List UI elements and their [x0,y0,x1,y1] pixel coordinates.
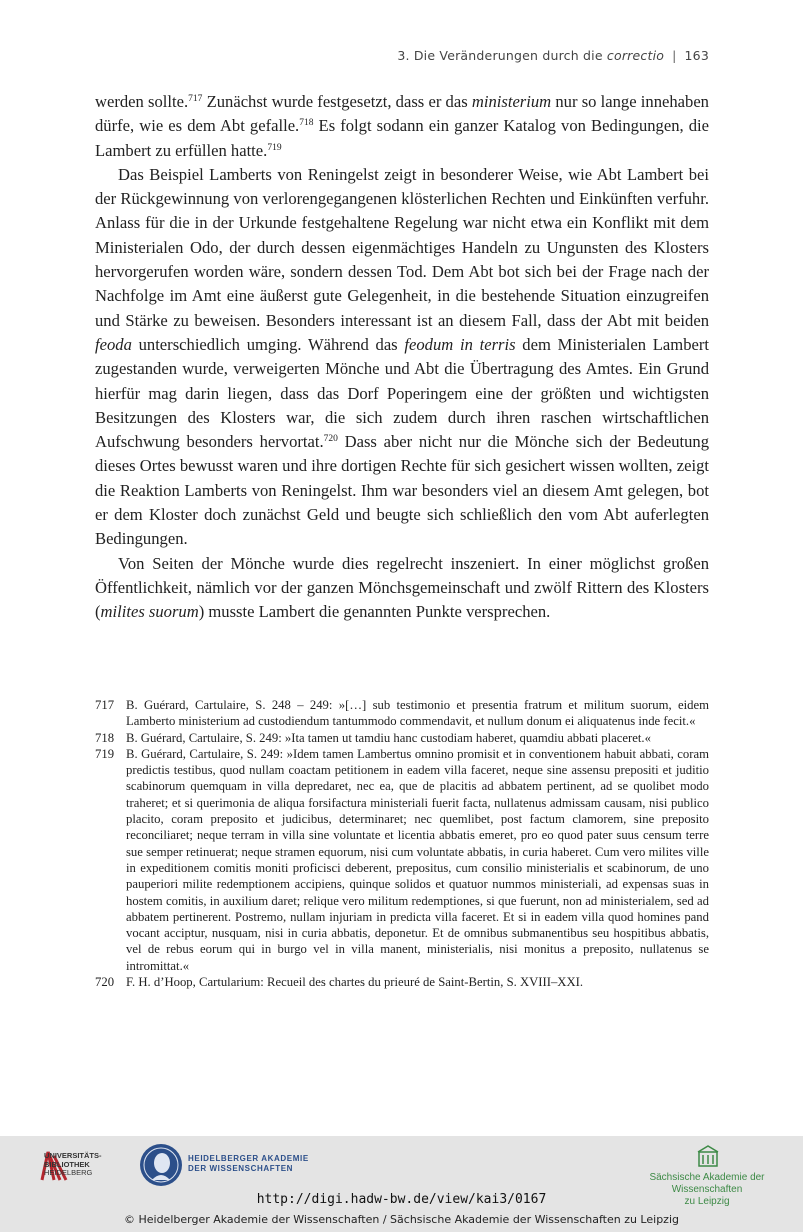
hadw-text[interactable] [188,1154,309,1174]
chapter-title: 3. Die Veränderungen durch die [397,48,603,63]
footnote-text: B. Guérard, Cartulaire, S. 248 – 249: »[…] sub testimonio et presentia fratrum et militum suorum, eidem Lamberto ministerium ad custodiendum tantummodo commendavit, et nullum donum ei aliquatenus inde fecit.« [126,698,709,729]
italic-term: ministerium [471,92,552,111]
ub-line-2: BIBLIOTHEK [44,1159,90,1169]
footnote-720 [95,974,709,990]
running-head [397,48,709,63]
text-run: ) musste Lambert die genannten Punkte versprechen. [198,602,551,622]
saxon-line-2: zu Leipzig [684,1196,730,1207]
footnote-ref-719: 719 [267,142,282,153]
copyright-notice: © Heidelberger Akademie der Wissenschaften / Sächsische Akademie der Wissenschaften zu Leipzig [123,1213,679,1226]
italic-term: milites suorum [100,602,199,622]
footnote-717 [95,697,709,730]
footnote-number: 720 [95,975,115,990]
text-run: werden sollte. [95,92,189,111]
text-run: Es folgt sodann ein ganzer Katalog von Bedingungen, die Lambert zu erfüllen hatte. [95,116,710,160]
permalink-url[interactable]: http://digi.hadw-bw.de/view/kai3/0167 [256,1192,547,1207]
footnote-text: B. Guérard, Cartulaire, S. 249: »Ita tamen ut tamdiu hanc custodiam haberet, quamdiu abbati placeret.« [126,730,651,745]
footnote-ref-718: 718 [299,118,314,129]
ub-heidelberg-text[interactable] [44,1152,102,1178]
footnote-number: 719 [95,746,115,761]
page-number: 163 [684,48,709,63]
footnote-text: B. Guérard, Cartulaire, S. 249: »Idem tamen Lambertus omnino promisit et in conventionem habuit abbati, coram predictis testibus, quod nullam coactam petitionem in eadem villa faceret, neque sine assensu prepositi et juditio scabinorum quemquam in villa depredaret, nec ea, que de placitis ad abbatem pertinent, ad se quolibet modo traheret; et si querimonia de aliqua forsifactura ministeriali fuerit facta, nullatenus admissam causam, nisi publico placito, coram preposito et judicibus, determinaret; nec quemlibet, post factum clamorem, sine preposito reconciliaret; neque terram in villa sine voluntate et licentia abbatis emeret, pro eo quod pater suus censum terre sue semper retinuerat; neque stramen equorum, nisi cum voluntate abbatis, in curia haberet. Cum vero milites ville in expeditionem comitis moniti proficisci deberent, prepositus, cum consilio ministerialis et scabinorum, de uno pauperiori milite redemptionem accipiens, quinque solidos et quatuor nummos ministeriali, ad expensas suas in hostem comitis, in auxilium daret; relique vero militum redemptiones, si que fuerunt, non ad ministerialem, sed ad abbatem pertinerent. Postremo, nullam injuriam in predicta villa faceret. Et si in eadem villa quod homines pand vocant acciptur, nusquam, nisi in curia abbatis, deponetur. Et de omnibus submanentibus seu hospitibus abbatis, vel de rebus eorum qui in burgo vel in villa manent, ministerialis, nisi monitus a preposito, nullatenus se intromittat.« [126,746,709,973]
footnote-text: F. H. d’Hoop, Cartularium: Recueil des chartes du prieuré de Saint-Bertin, S. XVIII–XXI. [126,975,584,990]
ub-line-1: UNIVERSITÄTS- [44,1151,102,1160]
italic-term: feodum in terris [404,334,516,354]
hadw-line-2: DER WISSENSCHAFTEN [188,1164,294,1173]
footnote-number: 718 [95,730,115,745]
hadw-seal-icon[interactable] [138,1142,184,1188]
footnotes [95,697,709,990]
saxon-line-1: Sächsische Akademie der Wissenschaften [649,1172,765,1195]
italic-term: feoda [95,334,132,354]
ub-line-3: HEIDELBERG [44,1168,93,1178]
text-run: Zunächst wurde festgesetzt, dass er das [202,92,472,111]
saxon-academy-building-icon[interactable] [697,1144,719,1168]
footnote-number: 717 [95,698,115,712]
text-run: dem Ministerialen Lambert zugestanden wurde, verweigerten Mönche und Abt die Übertragung des Amtes. Ein Grund hierfür mag darin liegen, dass das Dorf Poperingem eine der größten und wichtigsten Besitzungen des Klosters war, die sich zudem durch ihren raschen wirtschaftlichen Aufschwung besonders hervortat. [95,334,710,452]
chapter-title-italic: correctio [606,48,665,63]
header-separator: | [672,48,677,63]
text-run: Dass aber nicht nur die Mönche sich der Bedeutung dieses Ortes bewusst waren und ihre dortigen Rechte für sich gesichert wissen wollten, zeigt die Reaktion Lamberts von Reningelst. Ihm war besonders viel an diesem Amt gelegen, bot er dem Kloster doch zunächst Geld und beugte sich schließlich den vom Abt auferlegten Bedingungen. [95,432,709,549]
text-run: Das Beispiel Lamberts von Reningelst zeigt in besonderer Weise, wie Abt Lambert bei der Rückgewinnung von verlorengegangenen klösterlichen Rechten und Einkünften verfuhr. Anlass für die in der Urkunde festgehaltene Regelung war nicht etwa ein Konflikt mit dem Ministerialen Odo, der durch dessen eigenmächtiges Handeln zu Ungunsten des Klosters hervorgerufen worden wäre, sondern dessen Tod. Dem Abt bot sich bei der Frage nach der Nachfolge im Amt eine äußerst gute Gelegenheit, in die bestehende Situation einzugreifen und Stärke zu beweisen. Besonders interessant ist an diesem Fall, dass der Abt mit beiden [95,164,709,330]
footnote-ref-717: 717 [188,94,203,104]
paragraph-2 [95,163,709,552]
paragraph-3 [95,552,709,625]
footnote-718 [95,730,709,746]
text-run: Von Seiten der Mönche wurde dies regelrecht inszeniert. In einer möglichst großen Öffentlichkeit, nämlich vor der ganzen Mönchsgemeinschaft und zwölf Rittern des Klosters ( [95,553,709,622]
main-text [95,90,709,625]
hadw-line-1: HEIDELBERGER AKADEMIE [188,1154,309,1163]
footnote-719 [95,746,709,974]
footnote-ref-720: 720 [323,434,338,445]
paragraph-1 [95,90,709,163]
text-run: nur so lange innehaben dürfe, wie es dem Abt gefalle. [95,92,709,136]
text-run: unterschiedlich umging. Während das [131,334,405,354]
